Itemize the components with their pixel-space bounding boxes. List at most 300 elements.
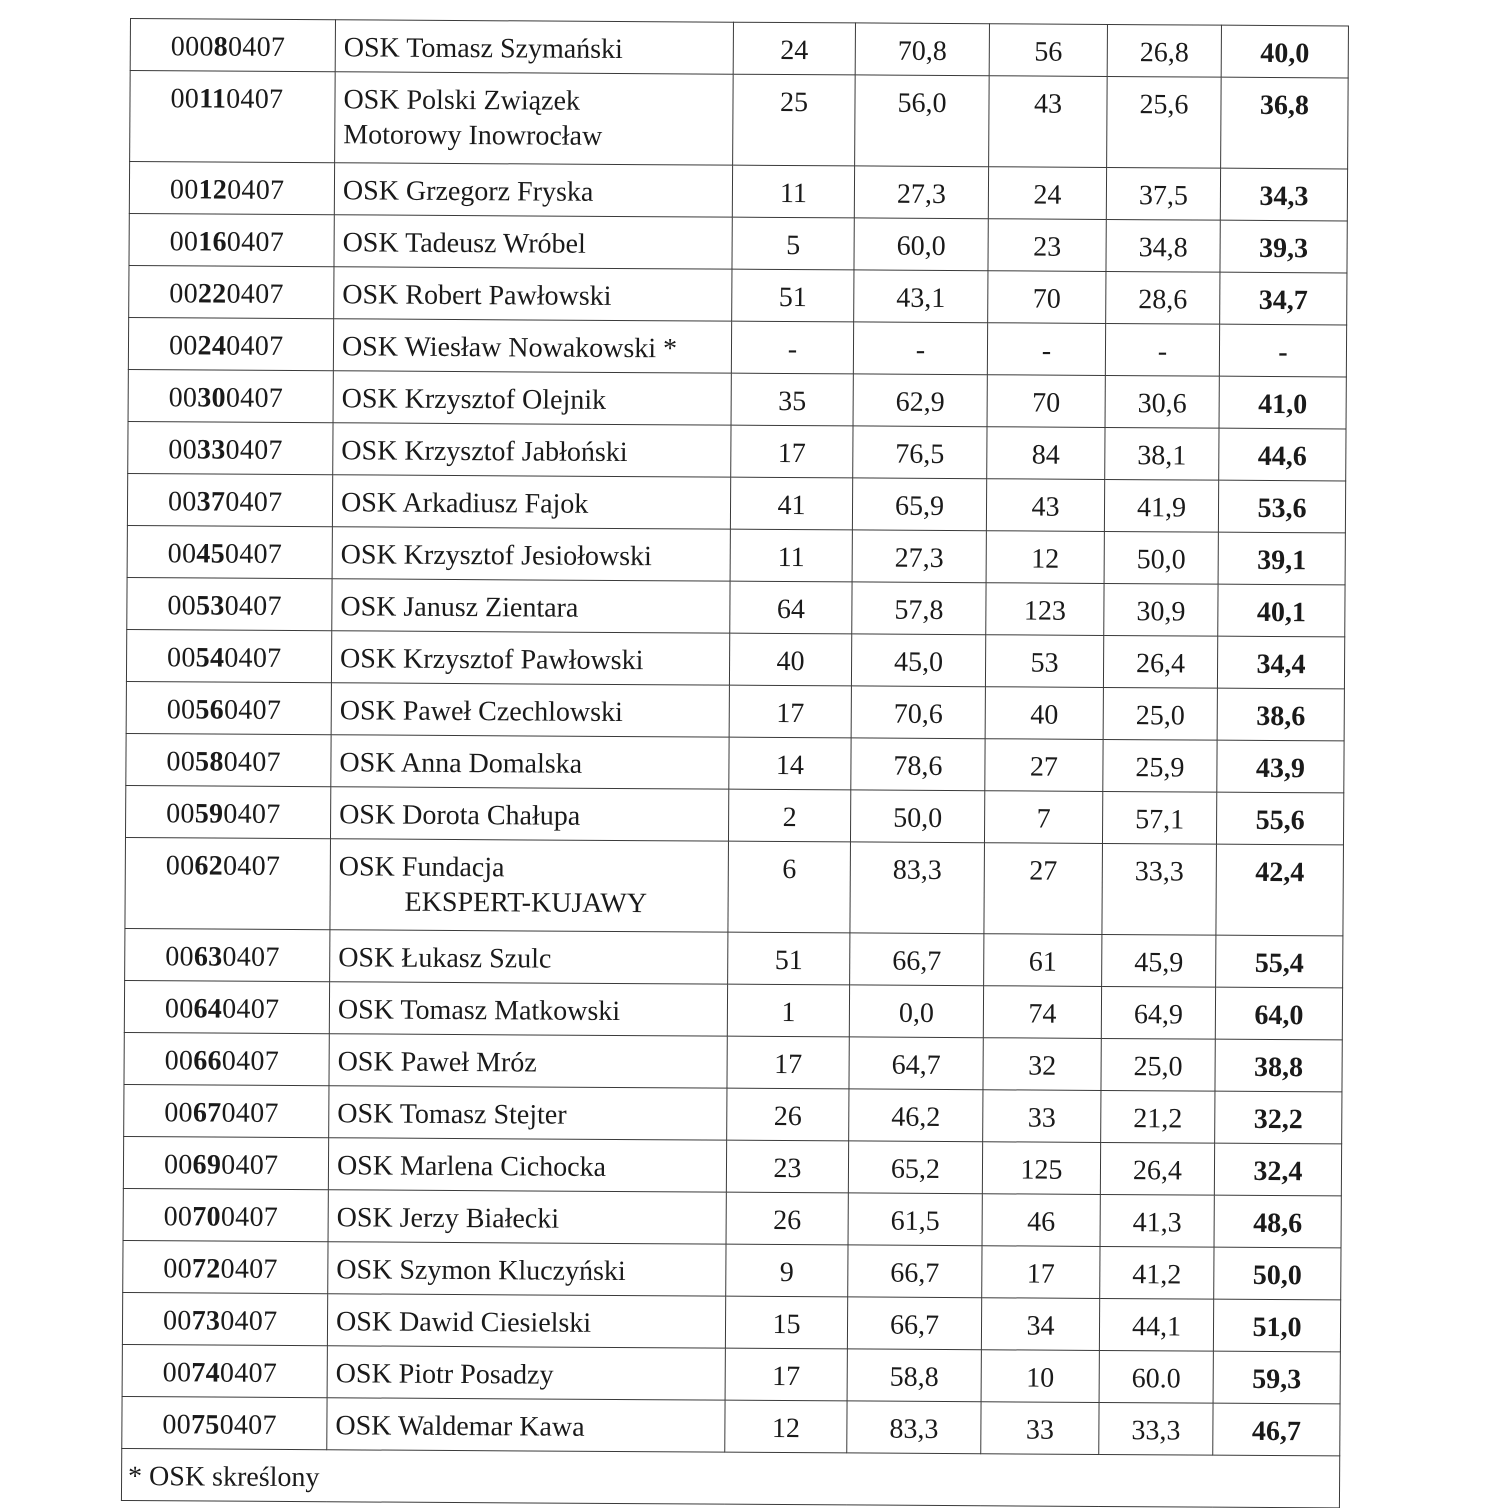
table-row bbox=[124, 980, 1342, 1039]
value-col-2: 70,6 bbox=[851, 686, 985, 739]
value-col-1: 26 bbox=[727, 1088, 849, 1141]
school-code bbox=[123, 1136, 328, 1189]
value-col-3: 56 bbox=[989, 24, 1107, 77]
school-name bbox=[333, 423, 731, 477]
school-code-part: 0407 bbox=[220, 1253, 278, 1285]
school-code bbox=[122, 1292, 327, 1345]
school-code bbox=[122, 1344, 327, 1397]
value-col-1: 1 bbox=[727, 984, 849, 1037]
school-name-line: OSK Robert Pawłowski bbox=[342, 279, 612, 312]
school-code bbox=[126, 681, 331, 734]
value-col-4: 28,6 bbox=[1106, 271, 1220, 324]
school-code-part: 0407 bbox=[224, 538, 283, 570]
school-name-line: OSK Krzysztof Jesiołowski bbox=[340, 539, 652, 573]
value-col-2: 78,6 bbox=[851, 738, 985, 791]
school-code-part: 00 bbox=[169, 226, 199, 258]
school-code-part: 00 bbox=[162, 1357, 192, 1389]
school-name bbox=[334, 267, 732, 321]
school-code bbox=[125, 928, 330, 981]
school-name-line: OSK Paweł Mróz bbox=[337, 1046, 537, 1079]
school-name bbox=[330, 787, 728, 841]
school-code-part: 0407 bbox=[226, 83, 284, 115]
school-code bbox=[128, 421, 333, 474]
school-code-part: 53 bbox=[195, 590, 225, 622]
school-code-part: 8 bbox=[213, 31, 229, 63]
value-col-1: 14 bbox=[729, 737, 851, 790]
value-col-5: 64,0 bbox=[1215, 987, 1342, 1040]
school-code bbox=[122, 1396, 327, 1449]
value-col-1: 51 bbox=[728, 932, 850, 985]
value-col-2: 27,3 bbox=[852, 530, 986, 583]
value-col-1: 17 bbox=[729, 685, 851, 738]
value-col-1: 24 bbox=[733, 22, 855, 75]
school-code-part: 0407 bbox=[223, 694, 282, 726]
school-code-part: 30 bbox=[197, 382, 226, 414]
school-code-part: 0407 bbox=[226, 330, 284, 362]
value-col-4: 30,9 bbox=[1104, 583, 1218, 636]
value-col-1: 12 bbox=[725, 1400, 847, 1453]
value-col-4: 26,8 bbox=[1107, 24, 1221, 77]
value-col-4: 60.0 bbox=[1099, 1350, 1213, 1403]
value-col-1: 23 bbox=[726, 1140, 848, 1193]
school-code-part: 00 bbox=[164, 1045, 194, 1077]
school-code-part: 75 bbox=[190, 1409, 220, 1441]
school-code-part: 0407 bbox=[226, 278, 284, 310]
school-name bbox=[327, 1346, 725, 1400]
school-code-part: 0407 bbox=[227, 174, 285, 206]
value-col-1: 11 bbox=[730, 529, 852, 582]
school-name-line: OSK Jerzy Białecki bbox=[336, 1202, 560, 1235]
value-col-2: 50,0 bbox=[850, 790, 984, 843]
school-name bbox=[334, 215, 732, 269]
value-col-3: 34 bbox=[981, 1298, 1099, 1351]
school-code bbox=[123, 1188, 328, 1241]
school-code-part: 0407 bbox=[223, 746, 281, 778]
value-col-2: 43,1 bbox=[854, 270, 988, 323]
value-col-5: 55,6 bbox=[1216, 792, 1343, 845]
value-col-2: 56,0 bbox=[855, 75, 990, 167]
value-col-1: 6 bbox=[728, 841, 851, 933]
value-col-3: 27 bbox=[984, 843, 1103, 935]
school-code-part: 0407 bbox=[225, 382, 284, 414]
value-col-1: 15 bbox=[725, 1296, 847, 1349]
value-col-2: 76,5 bbox=[853, 426, 987, 479]
school-code-part: 69 bbox=[192, 1149, 222, 1181]
value-col-3: 17 bbox=[982, 1246, 1100, 1299]
value-col-4: - bbox=[1105, 323, 1219, 376]
table-row bbox=[122, 1292, 1340, 1351]
value-col-2: 46,2 bbox=[849, 1089, 983, 1142]
school-code-part: 63 bbox=[193, 941, 223, 973]
value-col-2: 83,3 bbox=[850, 842, 985, 934]
school-code-part: 22 bbox=[197, 278, 227, 310]
value-col-2: 45,0 bbox=[851, 634, 985, 687]
table-row bbox=[126, 629, 1344, 688]
school-code-part: 00 bbox=[163, 1201, 193, 1233]
value-col-5: 59,3 bbox=[1213, 1351, 1340, 1404]
value-col-4: 25,6 bbox=[1107, 76, 1222, 168]
value-col-5: 34,7 bbox=[1220, 272, 1347, 325]
table-row bbox=[125, 785, 1343, 844]
table-row bbox=[125, 928, 1343, 987]
school-code-part: 00 bbox=[167, 486, 197, 518]
school-name bbox=[333, 371, 731, 425]
school-code bbox=[125, 785, 330, 838]
school-code-part: 0407 bbox=[220, 1201, 279, 1233]
school-code-part: 0407 bbox=[222, 850, 281, 882]
school-code-part: 45 bbox=[196, 538, 226, 570]
school-name bbox=[331, 735, 729, 789]
school-name bbox=[328, 1242, 726, 1296]
value-col-5: 43,9 bbox=[1217, 740, 1344, 793]
school-code bbox=[126, 629, 331, 682]
value-col-4: 26,4 bbox=[1100, 1142, 1214, 1195]
value-col-5: 34,4 bbox=[1217, 636, 1344, 689]
table-row bbox=[129, 213, 1347, 272]
results-document bbox=[121, 18, 1348, 1508]
value-col-5: 39,3 bbox=[1220, 220, 1347, 273]
value-col-4: 64,9 bbox=[1101, 986, 1215, 1039]
school-code-part: 000 bbox=[170, 31, 214, 63]
school-code-part: 16 bbox=[198, 226, 227, 258]
table-row bbox=[129, 265, 1347, 324]
table-row bbox=[127, 577, 1345, 636]
table-row bbox=[126, 733, 1344, 792]
value-col-2: 65,9 bbox=[852, 478, 986, 531]
table-row bbox=[124, 1084, 1342, 1143]
table-row bbox=[125, 837, 1344, 935]
table-row bbox=[130, 71, 1349, 169]
school-code-part: 0407 bbox=[226, 226, 285, 258]
value-col-1: 64 bbox=[730, 581, 852, 634]
school-name-line: OSK Polski Związek bbox=[343, 84, 581, 117]
school-code-part: 00 bbox=[164, 1097, 194, 1129]
school-code-part: 24 bbox=[197, 330, 227, 362]
school-code bbox=[126, 733, 331, 786]
value-col-2: 61,5 bbox=[848, 1193, 982, 1246]
school-code-part: 0407 bbox=[221, 1097, 279, 1129]
school-code-part: 00 bbox=[166, 642, 196, 674]
value-col-4: 41,3 bbox=[1100, 1194, 1214, 1247]
school-code-part: 66 bbox=[193, 1045, 222, 1077]
school-name-line: OSK Szymon Kluczyński bbox=[336, 1254, 626, 1288]
school-code-part: 0407 bbox=[222, 993, 280, 1025]
school-name bbox=[329, 1034, 727, 1088]
value-col-3: 70 bbox=[988, 271, 1106, 324]
value-col-5: 34,3 bbox=[1220, 168, 1347, 221]
school-code-part: 00 bbox=[163, 1253, 193, 1285]
table-row bbox=[122, 1396, 1340, 1455]
school-name bbox=[328, 1138, 726, 1192]
value-col-1: 11 bbox=[732, 165, 854, 218]
value-col-5: 40,0 bbox=[1221, 25, 1348, 78]
school-code-part: 00 bbox=[162, 1305, 192, 1337]
value-col-1: 17 bbox=[725, 1348, 847, 1401]
value-col-3: 61 bbox=[984, 934, 1102, 987]
school-code-part: 00 bbox=[170, 83, 200, 115]
value-col-3: 123 bbox=[986, 583, 1104, 636]
school-name-line: OSK Fundacja bbox=[338, 851, 505, 884]
value-col-5: 39,1 bbox=[1218, 532, 1345, 585]
table-row bbox=[127, 473, 1345, 532]
value-col-4: 41,9 bbox=[1104, 479, 1218, 532]
school-code bbox=[123, 1240, 328, 1293]
school-name bbox=[329, 1086, 727, 1140]
value-col-3: 24 bbox=[988, 167, 1106, 220]
value-col-5: - bbox=[1219, 324, 1346, 377]
value-col-3: 46 bbox=[982, 1194, 1100, 1247]
school-code-part: 00 bbox=[165, 941, 194, 973]
school-code bbox=[127, 473, 332, 526]
school-name bbox=[330, 839, 729, 932]
school-code-part: 70 bbox=[192, 1201, 221, 1233]
school-code-part: 00 bbox=[166, 694, 196, 726]
value-col-2: 66,7 bbox=[847, 1297, 981, 1350]
school-code-part: 0407 bbox=[219, 1357, 278, 1389]
value-col-2: 70,8 bbox=[855, 23, 989, 76]
school-code-part: 0407 bbox=[221, 1149, 279, 1181]
school-name bbox=[332, 527, 730, 581]
school-code bbox=[128, 317, 333, 370]
value-col-4: 38,1 bbox=[1105, 427, 1219, 480]
value-col-2: 66,7 bbox=[850, 933, 984, 986]
value-col-2: - bbox=[853, 322, 987, 375]
school-name-line: OSK Piotr Posadzy bbox=[335, 1358, 554, 1391]
school-code bbox=[125, 837, 331, 929]
value-col-1: 25 bbox=[733, 74, 856, 166]
school-code-part: 0407 bbox=[219, 1409, 277, 1441]
school-code-part: 0407 bbox=[220, 1305, 278, 1337]
school-code-part: 00 bbox=[168, 434, 198, 466]
value-col-1: 40 bbox=[729, 633, 851, 686]
school-code-part: 00 bbox=[167, 538, 197, 570]
school-code bbox=[129, 265, 334, 318]
school-code-part: 0407 bbox=[225, 486, 283, 518]
school-code-part: 0407 bbox=[224, 590, 282, 622]
school-code-part: 00 bbox=[165, 850, 195, 882]
school-code-part: 37 bbox=[196, 486, 226, 518]
value-col-1: 5 bbox=[732, 217, 854, 270]
value-col-3: 32 bbox=[983, 1038, 1101, 1091]
school-name bbox=[335, 72, 734, 165]
school-name-line: OSK Tomasz Szymański bbox=[343, 32, 623, 66]
school-code bbox=[124, 980, 329, 1033]
school-code-part: 00 bbox=[167, 590, 197, 622]
school-name bbox=[334, 163, 732, 217]
table-row bbox=[123, 1136, 1341, 1195]
school-name-line: OSK Janusz Zientara bbox=[340, 591, 579, 624]
school-code bbox=[130, 19, 335, 72]
school-code bbox=[127, 577, 332, 630]
value-col-2: 83,3 bbox=[847, 1401, 981, 1454]
value-col-3: 43 bbox=[989, 76, 1108, 168]
school-name-line: OSK Anna Domalska bbox=[339, 747, 583, 780]
school-name bbox=[332, 579, 730, 633]
value-col-5: 40,1 bbox=[1218, 584, 1345, 637]
school-name-line: EKSPERT-KUJAWY bbox=[404, 886, 648, 920]
school-name-line: OSK Tomasz Matkowski bbox=[337, 994, 621, 1028]
value-col-3: 53 bbox=[985, 635, 1103, 688]
school-code-part: 11 bbox=[199, 83, 227, 115]
value-col-3: 12 bbox=[986, 531, 1104, 584]
value-col-1: 9 bbox=[726, 1244, 848, 1297]
school-code bbox=[130, 71, 336, 163]
school-code-part: 64 bbox=[193, 993, 223, 1025]
school-name-line: OSK Wiesław Nowakowski * bbox=[341, 331, 678, 365]
school-name-line: OSK Krzysztof Olejnik bbox=[341, 383, 607, 416]
school-code bbox=[129, 213, 334, 266]
value-col-4: 34,8 bbox=[1106, 219, 1220, 272]
school-code-part: 00 bbox=[164, 993, 194, 1025]
table-row bbox=[123, 1188, 1341, 1247]
value-col-3: 40 bbox=[985, 687, 1103, 740]
value-col-1: 41 bbox=[730, 477, 852, 530]
value-col-4: 41,2 bbox=[1100, 1246, 1214, 1299]
value-col-3: 10 bbox=[981, 1350, 1099, 1403]
school-code bbox=[127, 525, 332, 578]
school-name bbox=[331, 683, 729, 737]
value-col-3: 74 bbox=[983, 986, 1101, 1039]
value-col-5: 41,0 bbox=[1219, 376, 1346, 429]
table-row bbox=[126, 681, 1344, 740]
value-col-1: 17 bbox=[731, 425, 853, 478]
value-col-4: 25,0 bbox=[1101, 1038, 1215, 1091]
value-col-5: 32,4 bbox=[1214, 1143, 1341, 1196]
school-code-part: 56 bbox=[195, 694, 225, 726]
school-code-part: 00 bbox=[163, 1149, 193, 1181]
value-col-4: 57,1 bbox=[1102, 791, 1216, 844]
value-col-4: 26,4 bbox=[1103, 635, 1217, 688]
value-col-2: 65,2 bbox=[848, 1141, 982, 1194]
school-code-part: 74 bbox=[191, 1357, 221, 1389]
value-col-5: 51,0 bbox=[1213, 1299, 1340, 1352]
school-name bbox=[331, 631, 729, 685]
table-row bbox=[129, 162, 1347, 221]
table-row bbox=[128, 421, 1346, 480]
school-name bbox=[332, 475, 730, 529]
school-name-line: OSK Tomasz Stejter bbox=[337, 1098, 567, 1131]
school-code-part: 00 bbox=[162, 1409, 192, 1441]
value-col-2: 62,9 bbox=[853, 374, 987, 427]
value-col-3: 7 bbox=[984, 791, 1102, 844]
value-col-2: 60,0 bbox=[854, 218, 988, 271]
value-col-1: - bbox=[731, 321, 853, 374]
school-name bbox=[327, 1294, 725, 1348]
school-name-line: OSK Dawid Ciesielski bbox=[335, 1306, 592, 1339]
value-col-4: 30,6 bbox=[1105, 375, 1219, 428]
school-name-line: OSK Tadeusz Wróbel bbox=[342, 227, 586, 260]
value-col-1: 35 bbox=[731, 373, 853, 426]
table-row bbox=[127, 525, 1345, 584]
school-code-part: 0407 bbox=[227, 31, 286, 63]
school-name bbox=[328, 1190, 726, 1244]
table-row bbox=[130, 19, 1348, 78]
value-col-3: 33 bbox=[981, 1402, 1099, 1455]
value-col-5: 38,8 bbox=[1215, 1039, 1342, 1092]
value-col-3: 70 bbox=[987, 375, 1105, 428]
school-code-part: 0407 bbox=[222, 941, 280, 973]
school-code-part: 72 bbox=[191, 1253, 221, 1285]
table-row bbox=[128, 317, 1346, 376]
table-row bbox=[123, 1240, 1341, 1299]
school-name bbox=[327, 1398, 725, 1452]
school-code-part: 0407 bbox=[223, 798, 281, 830]
value-col-3: 84 bbox=[987, 427, 1105, 480]
school-name-line: OSK Dorota Chałupa bbox=[339, 799, 581, 832]
school-code-part: 00 bbox=[168, 382, 198, 414]
school-name-line: OSK Krzysztof Jabłoński bbox=[341, 435, 628, 469]
school-name-line: OSK Paweł Czechlowski bbox=[339, 695, 623, 729]
value-col-2: 64,7 bbox=[849, 1037, 983, 1090]
value-col-4: 44,1 bbox=[1099, 1298, 1213, 1351]
school-code-part: 59 bbox=[194, 798, 224, 830]
school-name-line: OSK Grzegorz Fryska bbox=[342, 175, 594, 208]
value-col-5: 50,0 bbox=[1214, 1247, 1341, 1300]
school-name-line: OSK Krzysztof Pawłowski bbox=[339, 643, 644, 677]
value-col-5: 53,6 bbox=[1218, 480, 1345, 533]
value-col-4: 33,3 bbox=[1099, 1402, 1213, 1455]
school-name-line: Motorowy Inowrocław bbox=[343, 119, 603, 152]
school-name-line: OSK Arkadiusz Fajok bbox=[340, 487, 589, 520]
value-col-4: 45,9 bbox=[1102, 934, 1216, 987]
value-col-5: 46,7 bbox=[1213, 1403, 1340, 1456]
value-col-4: 50,0 bbox=[1104, 531, 1218, 584]
table-row bbox=[124, 1032, 1342, 1091]
school-code-part: 54 bbox=[195, 642, 225, 674]
value-col-3: 125 bbox=[982, 1142, 1100, 1195]
value-col-3: 43 bbox=[986, 479, 1104, 532]
school-code-part: 00 bbox=[169, 174, 199, 206]
table-body bbox=[122, 19, 1349, 1456]
school-name bbox=[330, 930, 728, 984]
value-col-3: - bbox=[987, 323, 1105, 376]
value-col-5: 38,6 bbox=[1217, 688, 1344, 741]
value-col-5: 48,6 bbox=[1214, 1195, 1341, 1248]
footnote-row bbox=[121, 1448, 1339, 1507]
value-col-2: 58,8 bbox=[847, 1349, 981, 1402]
school-code-part: 00 bbox=[169, 278, 199, 310]
value-col-2: 27,3 bbox=[854, 166, 988, 219]
school-code bbox=[124, 1032, 329, 1085]
table-row bbox=[122, 1344, 1340, 1403]
school-code bbox=[124, 1084, 329, 1137]
value-col-2: 57,8 bbox=[852, 582, 986, 635]
school-code-part: 33 bbox=[196, 434, 226, 466]
school-name-line: OSK Marlena Cichocka bbox=[336, 1150, 607, 1183]
value-col-1: 17 bbox=[727, 1036, 849, 1089]
school-code-part: 58 bbox=[194, 746, 224, 778]
school-name-line: OSK Łukasz Szulc bbox=[338, 942, 552, 975]
value-col-5: 42,4 bbox=[1216, 844, 1344, 936]
value-col-3: 27 bbox=[985, 739, 1103, 792]
school-code-part: 62 bbox=[194, 850, 224, 882]
value-col-1: 51 bbox=[732, 269, 854, 322]
value-col-1: 2 bbox=[728, 789, 850, 842]
school-code-part: 00 bbox=[166, 798, 195, 830]
school-code-part: 73 bbox=[191, 1305, 221, 1337]
school-code bbox=[129, 162, 334, 215]
footnote: * OSK skreślony bbox=[121, 1448, 1339, 1507]
value-col-5: 36,8 bbox=[1221, 77, 1349, 169]
table-row bbox=[128, 369, 1346, 428]
school-code-part: 0407 bbox=[224, 642, 282, 674]
school-code-part: 0407 bbox=[225, 434, 283, 466]
value-col-4: 25,0 bbox=[1103, 687, 1217, 740]
school-name bbox=[335, 20, 733, 74]
school-code bbox=[128, 369, 333, 422]
school-code-part: 00 bbox=[166, 746, 196, 778]
value-col-4: 25,9 bbox=[1103, 739, 1217, 792]
